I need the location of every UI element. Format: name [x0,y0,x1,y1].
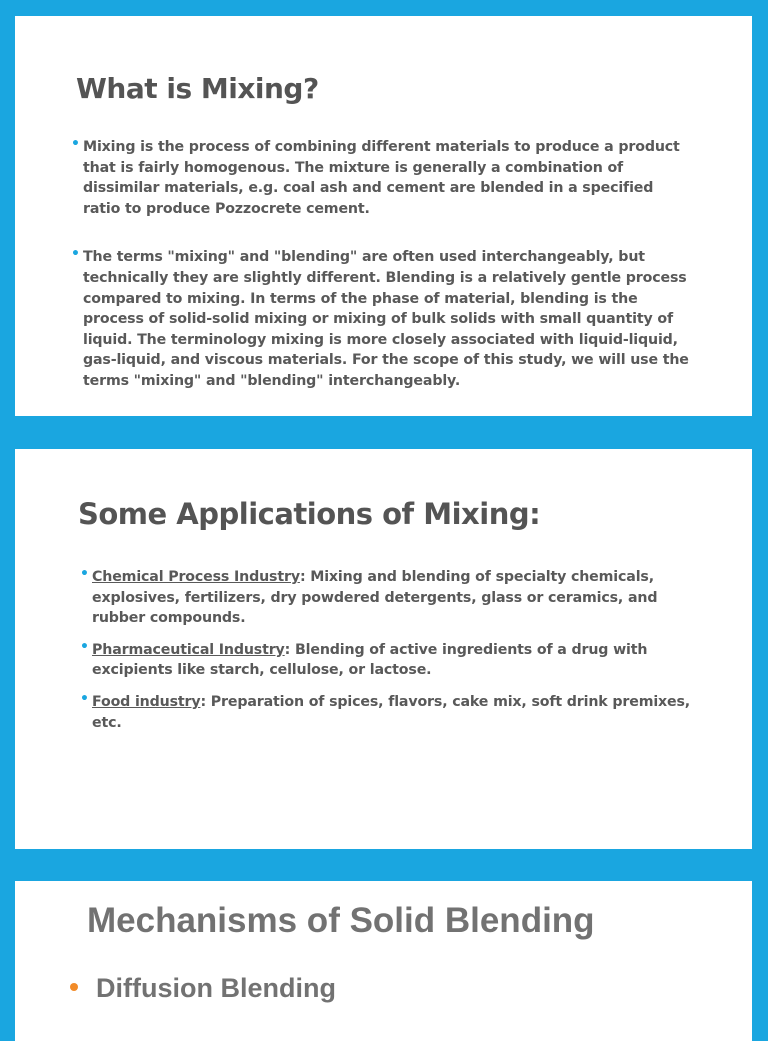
industry-term: Pharmaceutical Industry [92,641,285,658]
bullet-dot-icon: • [80,566,89,582]
bullet-text: Mixing is the process of combining different materials to produce a product that is fairly homogenous. The mixture is generally a combination of dissimilar materials, e.g. coal ash and cement are blended in a specified ratio to produce Pozzocrete cement. [83,139,680,217]
slide-subtitle [70,973,336,1004]
slide-applications-of-mixing [15,449,752,849]
bullet-list [80,566,692,733]
industry-term: Chemical Process Industry [92,569,300,585]
list-item [80,690,692,733]
bullet-dot-icon: • [80,638,89,655]
bullet-list [71,136,693,392]
industry-description: : Preparation of spices, flavors, cake mix, soft drink premixes, etc. [92,693,691,731]
orange-bullet-icon [70,983,78,991]
bullet-dot-icon: • [80,690,89,707]
list-item [80,566,692,629]
slide-title: What is Mixing? [76,72,319,105]
slide-title: Some Applications of Mixing: [78,497,541,531]
industry-description: : Mixing and blending of specialty chemicals, explosives, fertilizers, dry powdered detergents, glass or ceramics, and rubber compounds. [92,569,658,627]
industry-description: : Blending of active ingredients of a drug with excipients like starch, cellulose, or lactose. [92,641,648,679]
industry-term: Food industry [92,693,201,710]
bullet-dot-icon: • [71,246,80,263]
slide-what-is-mixing [15,16,752,416]
subtitle-text: Diffusion Blending [96,973,336,1003]
bullet-text: The terms "mixing" and "blending" are often used interchangeably, but technically they are slightly different. Blending is a relatively gentle process compared to mixing. In terms of the phase of material, blending is the process of solid-solid mixing or mixing of bulk solids with small quantity of liquid. The terminology mixing is more closely associated with liquid-liquid, gas-liquid, and viscous materials. For the scope of this study, we will use the terms "mixing" and "blending" interchangeably. [83,249,689,389]
list-item [71,136,693,219]
list-item [71,246,693,391]
slide-mechanisms-of-solid-blending [15,881,752,1041]
bullet-dot-icon: • [71,136,80,152]
list-item [80,638,692,681]
slide-title: Mechanisms of Solid Blending [87,901,595,940]
